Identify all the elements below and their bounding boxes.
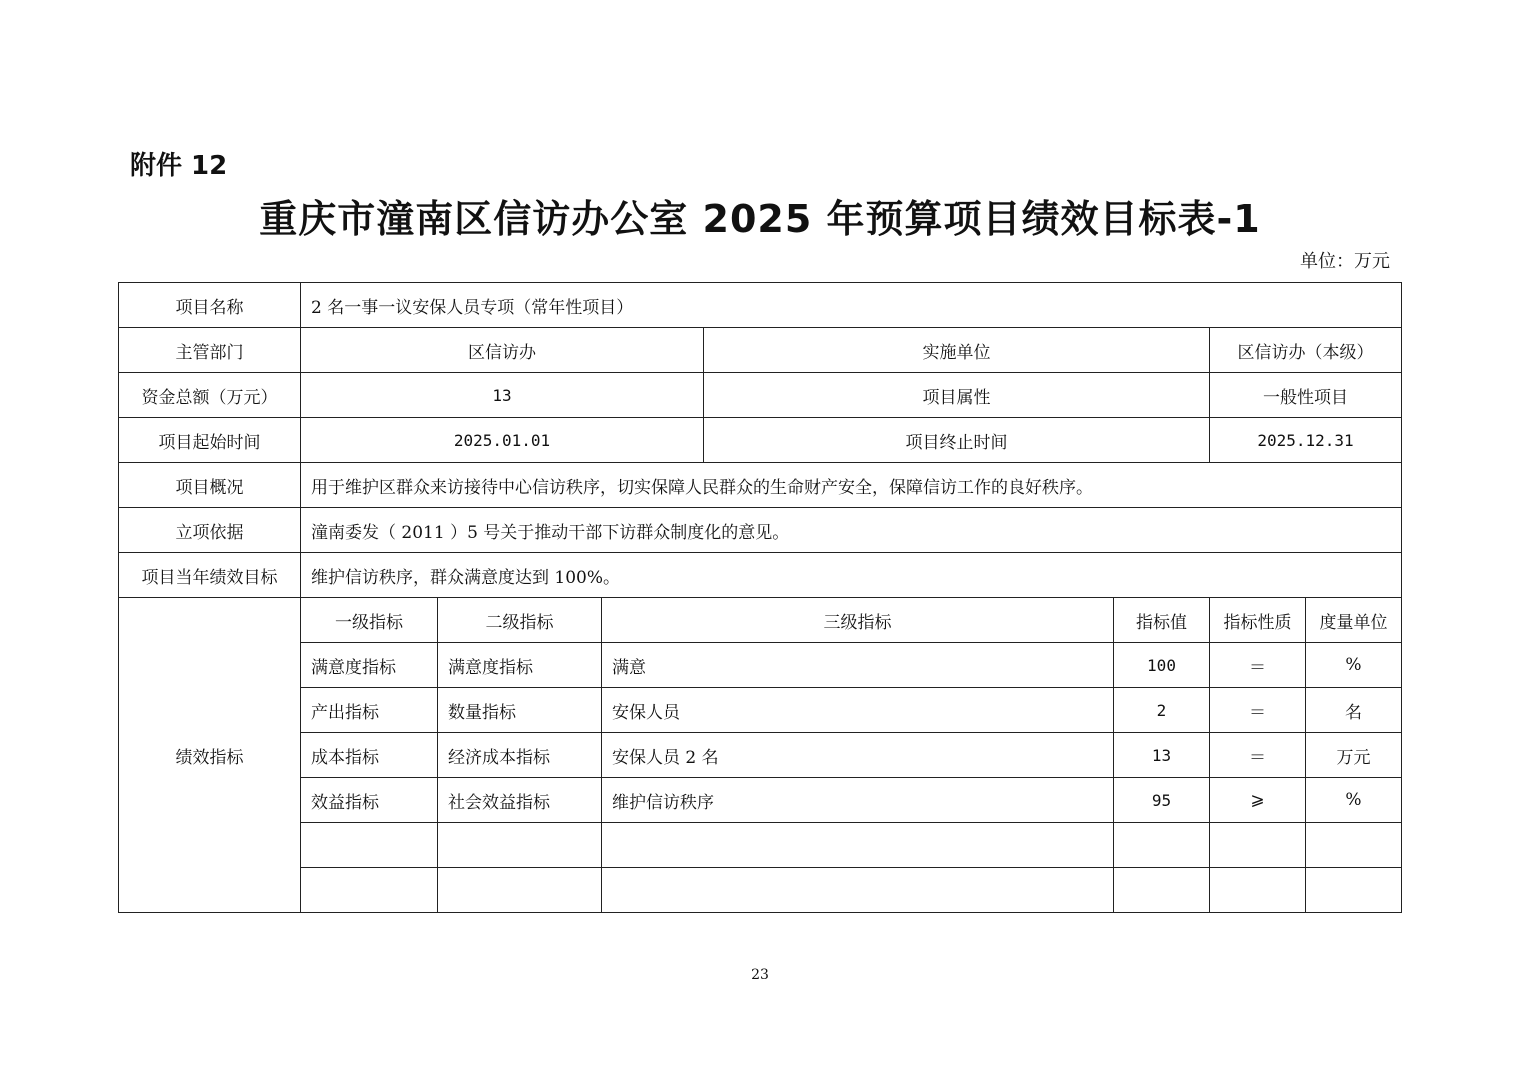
header-level3: 三级指标 <box>602 598 1114 643</box>
indicator-unit: 名 <box>1306 688 1402 733</box>
table-row <box>119 418 1402 463</box>
table-row <box>119 328 1402 373</box>
basis-label: 立项依据 <box>119 508 301 553</box>
indicator-row <box>119 688 1402 733</box>
indicator-level1: 满意度指标 <box>301 643 438 688</box>
indicator-row-empty <box>119 868 1402 913</box>
indicator-row <box>119 643 1402 688</box>
end-value: 2025.12.31 <box>1210 418 1402 463</box>
document-title: 重庆市潼南区信访办公室 2025 年预算项目绩效目标表-1 <box>259 197 1261 241</box>
unit-label: 单位：万元 <box>1300 251 1390 272</box>
goal-label: 项目当年绩效目标 <box>119 553 301 598</box>
basis-value: 潼南委发（ 2011 ）5 号关于推动干部下访群众制度化的意见。 <box>301 508 1402 553</box>
indicator-unit: 万元 <box>1306 733 1402 778</box>
indicator-level2: 社会效益指标 <box>438 778 602 823</box>
header-nature: 指标性质 <box>1210 598 1306 643</box>
start-label: 项目起始时间 <box>119 418 301 463</box>
indicator-nature: ⩾ <box>1210 778 1306 823</box>
goal-value: 维护信访秩序，群众满意度达到 100%。 <box>301 553 1402 598</box>
indicator-level2: 经济成本指标 <box>438 733 602 778</box>
attr-label: 项目属性 <box>704 373 1210 418</box>
indicator-level3 <box>602 823 1114 868</box>
indicator-unit: % <box>1306 643 1402 688</box>
indicator-nature <box>1210 823 1306 868</box>
indicator-row-empty <box>119 823 1402 868</box>
indicator-level1: 成本指标 <box>301 733 438 778</box>
indicator-value: 2 <box>1114 688 1210 733</box>
funds-label: 资金总额（万元） <box>119 373 301 418</box>
indicator-nature <box>1210 868 1306 913</box>
header-level1: 一级指标 <box>301 598 438 643</box>
indicator-level3 <box>602 868 1114 913</box>
indicator-level3: 安保人员 2 名 <box>602 733 1114 778</box>
indicator-level1: 产出指标 <box>301 688 438 733</box>
overview-value: 用于维护区群众来访接待中心信访秩序，切实保障人民群众的生命财产安全，保障信访工作的良好秩序。 <box>301 463 1402 508</box>
header-value: 指标值 <box>1114 598 1210 643</box>
project-name-value: 2 名一事一议安保人员专项（常年性项目） <box>301 283 1402 328</box>
impl-label: 实施单位 <box>704 328 1210 373</box>
end-label: 项目终止时间 <box>704 418 1210 463</box>
performance-target-table <box>118 282 1402 913</box>
dept-value: 区信访办 <box>301 328 704 373</box>
table-row <box>119 463 1402 508</box>
indicators-section-label: 绩效指标 <box>119 598 301 913</box>
page-number: 23 <box>751 967 769 983</box>
indicator-level3: 安保人员 <box>602 688 1114 733</box>
indicator-header-row <box>119 598 1402 643</box>
table-row <box>119 508 1402 553</box>
dept-label: 主管部门 <box>119 328 301 373</box>
indicator-level1 <box>301 868 438 913</box>
indicator-nature: ＝ <box>1210 733 1306 778</box>
indicator-level3: 维护信访秩序 <box>602 778 1114 823</box>
attr-value: 一般性项目 <box>1210 373 1402 418</box>
project-name-label: 项目名称 <box>119 283 301 328</box>
indicator-unit <box>1306 823 1402 868</box>
funds-value: 13 <box>301 373 704 418</box>
indicator-level3: 满意 <box>602 643 1114 688</box>
start-value: 2025.01.01 <box>301 418 704 463</box>
indicator-row <box>119 778 1402 823</box>
indicator-nature: ＝ <box>1210 643 1306 688</box>
header-unit: 度量单位 <box>1306 598 1402 643</box>
header-level2: 二级指标 <box>438 598 602 643</box>
indicator-value <box>1114 868 1210 913</box>
indicator-level2 <box>438 823 602 868</box>
impl-value: 区信访办（本级） <box>1210 328 1402 373</box>
indicator-level2: 数量指标 <box>438 688 602 733</box>
indicator-nature: ＝ <box>1210 688 1306 733</box>
indicator-level1: 效益指标 <box>301 778 438 823</box>
indicator-value: 95 <box>1114 778 1210 823</box>
indicator-unit <box>1306 868 1402 913</box>
indicator-level1 <box>301 823 438 868</box>
indicator-value <box>1114 823 1210 868</box>
indicator-value: 13 <box>1114 733 1210 778</box>
indicator-value: 100 <box>1114 643 1210 688</box>
table-row <box>119 553 1402 598</box>
indicator-row <box>119 733 1402 778</box>
overview-label: 项目概况 <box>119 463 301 508</box>
indicator-level2 <box>438 868 602 913</box>
table-row <box>119 283 1402 328</box>
indicator-level2: 满意度指标 <box>438 643 602 688</box>
indicator-unit: % <box>1306 778 1402 823</box>
table-row <box>119 373 1402 418</box>
annex-label: 附件 12 <box>130 151 228 181</box>
